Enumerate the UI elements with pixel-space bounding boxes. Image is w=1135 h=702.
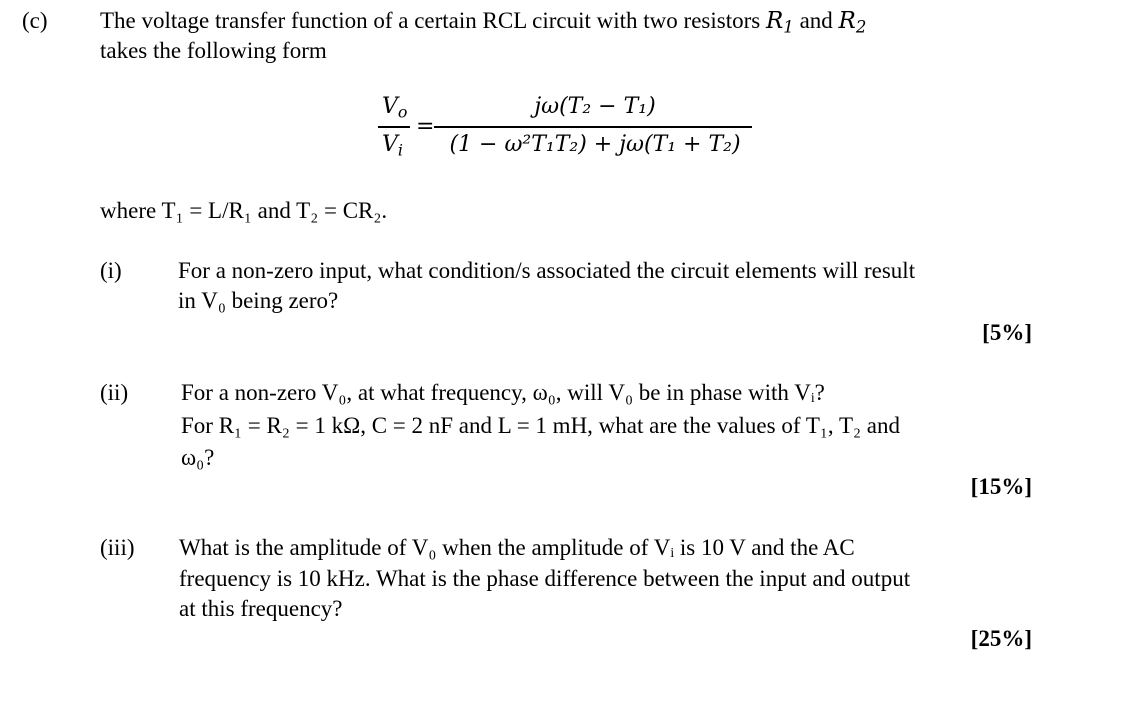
intro-text: The voltage transfer function of a certain RCL circuit with two resistors — [100, 8, 766, 33]
r1-symbol — [765, 8, 794, 37]
question-iii-line-3: at this frequency? — [179, 596, 343, 621]
rhs-numerator: jω(T₂ − T₁) — [534, 94, 656, 119]
question-iii-line-1: What is the amplitude of V₀ when the amplitude of Vᵢ is 10 V and the AC — [179, 535, 855, 560]
equals-sign: = — [416, 114, 435, 139]
lhs-num-sub: o — [397, 102, 408, 122]
question-ii-line-1: For a non-zero V₀, at what frequency, ω₀, will V₀ be in phase with Vᵢ? — [181, 380, 825, 405]
r2-letter: R — [838, 8, 856, 34]
r2-subscript: 2 — [855, 17, 867, 37]
rhs-denominator: (1 − ω²T₁T₂) + jω(T₁ + T₂) — [449, 132, 741, 157]
question-ii-marks: [15%] — [970, 474, 1032, 499]
question-ii-line-3: ω₀? — [181, 445, 215, 470]
question-ii-label: (ii) — [100, 380, 129, 405]
question-i-label: (i) — [100, 258, 122, 283]
where-definition: where T₁ = L/R₁ and T₂ = CR₂. — [100, 198, 388, 223]
r1-letter: R — [765, 8, 784, 34]
part-label: (c) — [22, 8, 48, 33]
question-i-line-2: in V₀ being zero? — [178, 288, 339, 313]
question-iii-label: (iii) — [100, 535, 135, 560]
lhs-num-letter: V — [382, 94, 398, 119]
question-ii-line-2: For R₁ = R₂ = 1 kΩ, C = 2 nF and L = 1 mH, what are the values of T₁, T₂ and — [181, 413, 900, 438]
r2-symbol — [838, 8, 867, 37]
intro-line-1 — [100, 6, 866, 36]
intro-line-2: takes the following form — [100, 38, 327, 63]
question-iii-line-2: frequency is 10 kHz. What is the phase difference between the input and output — [179, 566, 911, 591]
rhs-fraction-bar — [434, 126, 752, 128]
lhs-den-sub: i — [397, 140, 403, 160]
lhs-den-letter: V — [382, 132, 398, 157]
question-i-marks: [5%] — [982, 320, 1032, 345]
question-i-line-1: For a non-zero input, what condition/s associated the circuit elements will result — [178, 258, 916, 283]
lhs-denominator — [382, 130, 403, 160]
r1-subscript: 1 — [783, 17, 794, 37]
transfer-function-equation — [370, 92, 770, 172]
and-text: and — [793, 8, 839, 33]
lhs-numerator — [382, 92, 407, 122]
lhs-fraction-bar — [378, 126, 410, 128]
question-iii-marks: [25%] — [970, 626, 1032, 651]
